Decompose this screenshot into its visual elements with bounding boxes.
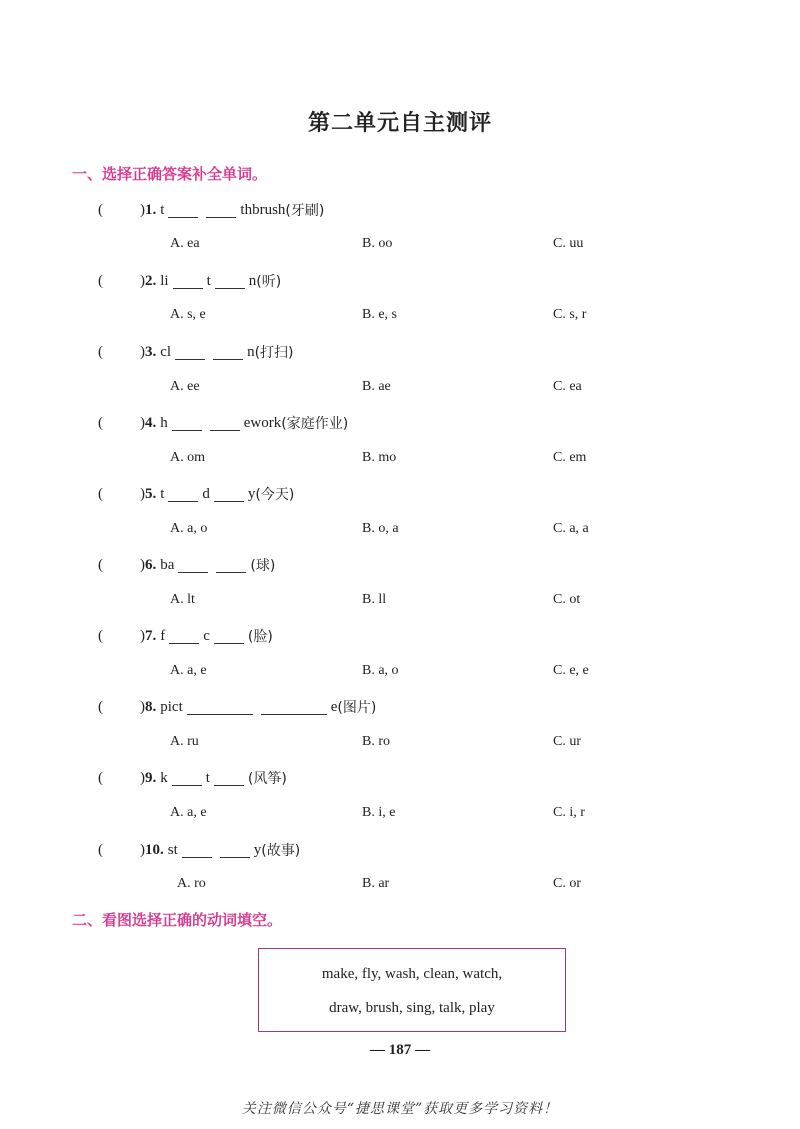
answer-blank[interactable] (173, 274, 203, 289)
answer-blank[interactable] (178, 558, 208, 573)
answer-paren-open[interactable]: ( (98, 698, 103, 715)
answer-paren-open[interactable]: ( (98, 841, 103, 858)
option-a[interactable]: A. ro (177, 876, 206, 891)
option-c[interactable]: C. e, e (553, 663, 589, 678)
chinese-hint: (牙刷) (285, 203, 325, 219)
question-2 (98, 270, 281, 292)
answer-blank[interactable] (206, 203, 236, 218)
question-number: 2. (145, 272, 157, 289)
answer-paren-open[interactable]: ( (98, 272, 103, 289)
answer-blank[interactable] (214, 629, 244, 644)
word-bank-line-1: make, fly, wash, clean, watch, (321, 966, 503, 982)
word-part: c (203, 627, 210, 644)
option-b[interactable]: B. i, e (362, 805, 396, 820)
option-a[interactable]: A. a, o (170, 521, 208, 536)
word-part: h (160, 414, 168, 431)
option-c[interactable]: C. ot (553, 592, 581, 607)
word-part: e (330, 698, 338, 715)
question-1 (98, 199, 324, 221)
answer-blank[interactable] (182, 843, 212, 858)
option-a[interactable]: A. ru (170, 734, 199, 749)
question-number: 6. (145, 556, 157, 573)
option-a[interactable]: A. a, e (170, 805, 207, 820)
question-number: 9. (145, 769, 157, 786)
word-part: n (248, 272, 257, 289)
answer-paren-open[interactable]: ( (98, 485, 103, 502)
option-c[interactable]: C. ur (553, 734, 581, 749)
word-part: thbrush (240, 201, 286, 218)
answer-paren-close: ) (140, 343, 145, 360)
answer-paren-open[interactable]: ( (98, 769, 103, 786)
option-a[interactable]: A. ea (170, 236, 200, 251)
word-part: t (160, 485, 165, 502)
word-part: d (202, 485, 210, 502)
option-c[interactable]: C. ea (553, 379, 582, 394)
option-c[interactable]: C. em (553, 450, 587, 465)
answer-blank[interactable] (210, 416, 240, 431)
option-c[interactable]: C. a, a (553, 521, 589, 536)
option-a[interactable]: A. ee (170, 379, 200, 394)
option-a[interactable]: A. s, e (170, 307, 206, 322)
answer-blank[interactable] (187, 700, 253, 715)
question-number: 7. (145, 627, 157, 644)
question-4 (98, 412, 348, 434)
chinese-hint: (脸) (247, 629, 273, 645)
word-bank-line-2: draw, brush, sing, talk, play (329, 1000, 495, 1016)
answer-paren-close: ) (140, 769, 145, 786)
word-bank-box (258, 948, 566, 1032)
answer-blank[interactable] (168, 487, 198, 502)
answer-paren-open[interactable]: ( (98, 414, 103, 431)
option-b[interactable]: B. o, a (362, 521, 399, 536)
answer-blank[interactable] (172, 771, 202, 786)
answer-blank[interactable] (172, 416, 202, 431)
question-8 (98, 696, 376, 718)
answer-paren-close: ) (140, 841, 145, 858)
answer-blank[interactable] (261, 700, 327, 715)
answer-paren-open[interactable]: ( (98, 627, 103, 644)
question-3 (98, 341, 294, 363)
answer-paren-open[interactable]: ( (98, 201, 103, 218)
chinese-hint: (图片) (337, 700, 377, 716)
question-7 (98, 625, 273, 647)
option-a[interactable]: A. lt (170, 592, 195, 607)
answer-blank[interactable] (216, 558, 246, 573)
word-part: t (206, 272, 211, 289)
option-b[interactable]: B. ar (362, 876, 390, 891)
chinese-hint: (球) (250, 558, 276, 574)
page-number: — 187 — (370, 1042, 430, 1058)
answer-blank[interactable] (169, 629, 199, 644)
word-part: li (160, 272, 169, 289)
question-number: 4. (145, 414, 157, 431)
word-part: ba (160, 556, 175, 573)
word-part: f (160, 627, 166, 644)
answer-paren-close: ) (140, 698, 145, 715)
answer-paren-close: ) (140, 201, 145, 218)
word-part: t (160, 201, 165, 218)
section2-heading: 二、看图选择正确的动词填空。 (72, 911, 283, 929)
option-c[interactable]: C. s, r (553, 307, 587, 322)
word-part: y (247, 485, 256, 502)
chinese-hint: (风筝) (247, 771, 287, 787)
answer-blank[interactable] (214, 771, 244, 786)
question-number: 8. (145, 698, 157, 715)
answer-paren-close: ) (140, 485, 145, 502)
page-title: 第二单元自主测评 (307, 111, 492, 136)
option-b[interactable]: B. mo (362, 450, 397, 465)
word-part: y (253, 841, 262, 858)
answer-paren-open[interactable]: ( (98, 343, 103, 360)
option-a[interactable]: A. a, e (170, 663, 207, 678)
option-b[interactable]: B. ae (362, 379, 391, 394)
chinese-hint: (故事) (261, 843, 301, 859)
word-part: cl (160, 343, 172, 360)
option-b[interactable]: B. oo (362, 236, 393, 251)
option-b[interactable]: B. a, o (362, 663, 399, 678)
answer-blank[interactable] (220, 843, 250, 858)
answer-blank[interactable] (175, 345, 205, 360)
word-part: n (247, 343, 255, 360)
question-number: 3. (145, 343, 157, 360)
option-c[interactable]: C. or (553, 876, 581, 891)
word-part: k (160, 769, 168, 786)
answer-blank[interactable] (214, 487, 244, 502)
question-6 (98, 554, 275, 576)
chinese-hint: (打扫) (254, 345, 294, 361)
word-part: pict (160, 698, 183, 715)
chinese-hint: (听) (256, 274, 282, 290)
question-5 (98, 483, 294, 505)
option-b[interactable]: B. ro (362, 734, 390, 749)
answer-paren-close: ) (140, 627, 145, 644)
question-number: 5. (145, 485, 157, 502)
word-part: t (205, 769, 210, 786)
answer-blank[interactable] (213, 345, 243, 360)
question-9 (98, 767, 287, 789)
answer-paren-open[interactable]: ( (98, 556, 103, 573)
answer-blank[interactable] (215, 274, 245, 289)
answer-paren-close: ) (140, 414, 145, 431)
question-number: 1. (145, 201, 157, 218)
word-part: ework (243, 414, 282, 431)
option-c[interactable]: C. uu (553, 236, 584, 251)
question-number: 10. (145, 841, 164, 858)
chinese-hint: (家庭作业) (281, 416, 349, 432)
footer-note: 关注微信公众号“捷思课堂”获取更多学习资料！ (241, 1101, 559, 1117)
chinese-hint: (今天) (255, 487, 295, 503)
answer-blank[interactable] (168, 203, 198, 218)
section1-heading: 一、选择正确答案补全单词。 (72, 165, 268, 183)
question-10 (98, 839, 300, 861)
option-b[interactable]: B. ll (362, 592, 387, 607)
option-b[interactable]: B. e, s (362, 307, 397, 322)
word-part: st (167, 841, 178, 858)
option-a[interactable]: A. om (170, 450, 205, 465)
answer-paren-close: ) (140, 556, 145, 573)
answer-paren-close: ) (140, 272, 145, 289)
option-c[interactable]: C. i, r (553, 805, 585, 820)
